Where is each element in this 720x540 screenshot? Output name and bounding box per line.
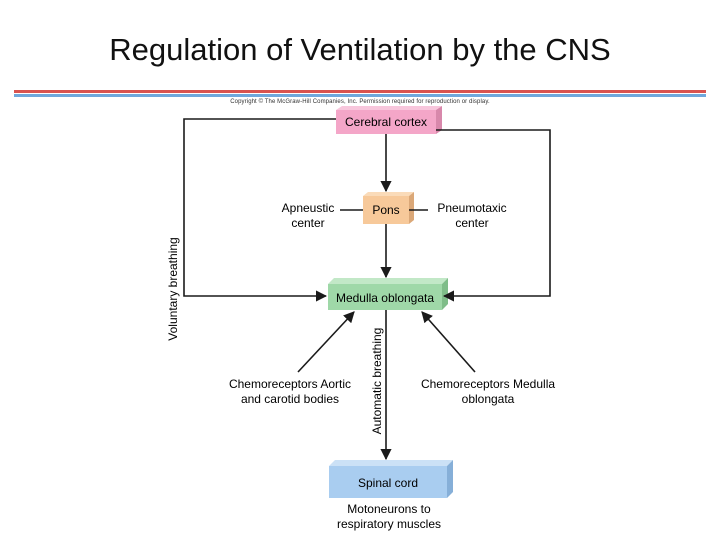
motoneurons-label: Motoneurons to respiratory muscles [336,502,442,531]
apneustic-center-label: Apneustic center [281,201,335,230]
cerebral-cortex-label: Cerebral cortex [344,115,428,129]
automatic-breathing-label: Automatic breathing [370,327,384,435]
slide-title: Regulation of Ventilation by the CNS [109,32,611,67]
copyright-notice: Copyright © The McGraw-Hill Companies, Inc. Permission required for reproduction or display. [230,99,490,105]
medulla-label: Medulla oblongata [335,291,435,305]
peripheral-chemoreceptors-label: Chemoreceptors Aortic and carotid bodies [228,377,352,406]
central-chemoreceptor-arrow [422,312,475,372]
spinal-cord-label: Spinal cord [357,476,419,490]
pons-label: Pons [372,203,400,217]
peripheral-chemoreceptor-arrow [298,312,354,372]
voluntary-breathing-label: Voluntary breathing [166,237,180,341]
central-chemoreceptors-label: Chemoreceptors Medulla oblongata [420,377,556,406]
pneumotaxic-center-label: Pneumotaxic center [437,201,507,230]
